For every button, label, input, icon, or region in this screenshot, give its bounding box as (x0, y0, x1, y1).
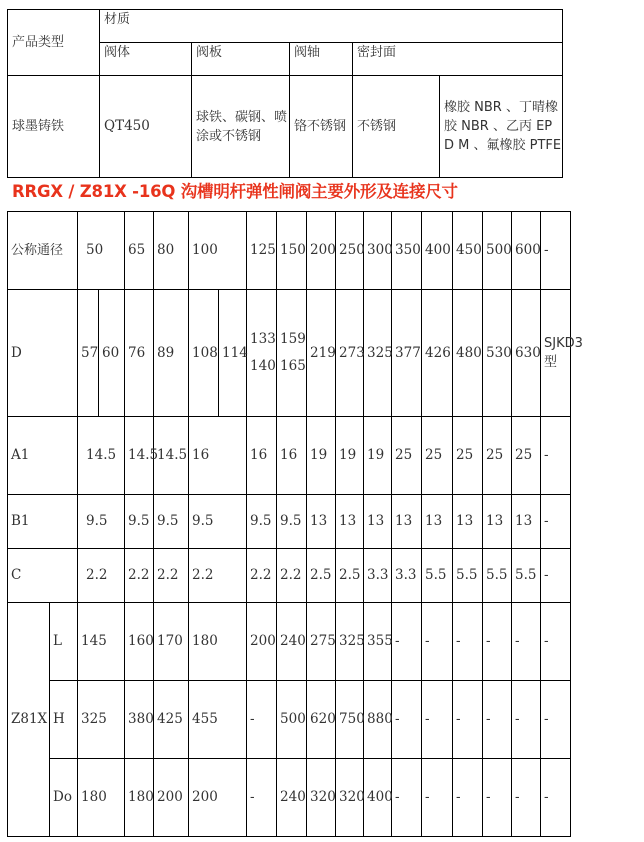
sub-row-label: L (50, 603, 78, 681)
row-value: - (541, 495, 571, 549)
row-value: 25 (392, 417, 422, 495)
materials-table (7, 9, 563, 178)
row-value: 16 (247, 417, 277, 495)
row-value: 2.2 (277, 549, 307, 603)
row-value: 5.5 (453, 549, 483, 603)
disc-material-value: 球铁、碳钢、喷涂或不锈钢 (192, 76, 290, 178)
sub-row-value: 170 (154, 603, 189, 681)
d-value: 108 (189, 290, 219, 417)
row-value: 14.5 (154, 417, 189, 495)
sub-row-value: - (247, 759, 277, 837)
row-value: 13 (483, 495, 512, 549)
d-value: 140 (250, 358, 276, 374)
nominal-value: 400 (422, 212, 453, 290)
nominal-value: 500 (483, 212, 512, 290)
sub-row-label: Do (50, 759, 78, 837)
d-value: 60 (99, 290, 125, 417)
row-value: - (541, 549, 571, 603)
row-value: 13 (307, 495, 336, 549)
sub-row-value: 320 (307, 759, 336, 837)
row-value: 25 (453, 417, 483, 495)
d-value: 133 (250, 331, 276, 347)
row-value: 2.5 (336, 549, 364, 603)
d-value: 530 (483, 290, 512, 417)
d-value: 165 (280, 358, 306, 374)
sub-row-value: 620 (307, 681, 336, 759)
sub-row-value: 880 (364, 681, 392, 759)
nominal-value: 250 (336, 212, 364, 290)
shaft-col-header: 阀轴 (290, 43, 353, 76)
d-note: SJKD3型 (541, 290, 571, 417)
sub-row-value: 200 (154, 759, 189, 837)
row-value: 5.5 (483, 549, 512, 603)
d-value-stack (277, 290, 307, 417)
row-value: 14.5 (78, 417, 125, 495)
row-value: 2.2 (189, 549, 247, 603)
row-value: 5.5 (512, 549, 541, 603)
row-value: 9.5 (277, 495, 307, 549)
sub-row-value: - (483, 603, 512, 681)
row-value: 9.5 (125, 495, 154, 549)
d-value: 480 (453, 290, 483, 417)
sub-row-value: - (247, 681, 277, 759)
row-value: 3.3 (364, 549, 392, 603)
row-value: 2.5 (307, 549, 336, 603)
sub-row-value: - (453, 681, 483, 759)
nominal-value: 450 (453, 212, 483, 290)
nominal-label: 公称通径 (8, 212, 78, 290)
row-label: C (8, 549, 78, 603)
sub-row-value: - (392, 603, 422, 681)
nominal-value: 600 (512, 212, 541, 290)
sub-row-value: - (392, 759, 422, 837)
d-value: 114 (219, 290, 247, 417)
nominal-value: 300 (364, 212, 392, 290)
row-value: 9.5 (78, 495, 125, 549)
sub-row-value: 240 (277, 603, 307, 681)
row-value: 2.2 (154, 549, 189, 603)
sub-row-value: 425 (154, 681, 189, 759)
material-header: 材质 (100, 10, 563, 43)
sub-row-value: 200 (189, 759, 247, 837)
d-value: 325 (364, 290, 392, 417)
sub-row-value: 275 (307, 603, 336, 681)
sub-row-value: - (512, 603, 541, 681)
sub-row-value: - (422, 681, 453, 759)
d-value: 159 (280, 331, 306, 347)
sub-row-value: 180 (125, 759, 154, 837)
row-value: 19 (364, 417, 392, 495)
row-value: 13 (422, 495, 453, 549)
nominal-value: 100 (189, 212, 247, 290)
disc-col-header: 阀板 (192, 43, 290, 76)
sub-row-value: 180 (189, 603, 247, 681)
d-value: 630 (512, 290, 541, 417)
page-title: RRGX / Z81X -16Q 沟槽明杆弹性闸阀主要外形及连接尺寸 (12, 182, 458, 201)
sub-row-value: 500 (277, 681, 307, 759)
product-type-header: 产品类型 (8, 10, 100, 76)
row-value: 2.2 (247, 549, 277, 603)
nominal-value: 65 (125, 212, 154, 290)
d-value: 426 (422, 290, 453, 417)
row-value: 2.2 (125, 549, 154, 603)
nominal-value: 50 (78, 212, 125, 290)
d-value: 273 (336, 290, 364, 417)
sub-row-value: - (453, 759, 483, 837)
sub-row-value: - (541, 759, 571, 837)
row-value: 13 (392, 495, 422, 549)
row-value: 19 (307, 417, 336, 495)
row-value: 25 (422, 417, 453, 495)
group-label: Z81X (8, 603, 50, 837)
sub-row-value: 240 (277, 759, 307, 837)
nominal-value: 350 (392, 212, 422, 290)
sub-row-value: 355 (364, 603, 392, 681)
sub-row-value: 325 (78, 681, 125, 759)
row-value: 13 (453, 495, 483, 549)
row-value: 25 (512, 417, 541, 495)
sub-row-value: - (483, 759, 512, 837)
sub-row-value: - (483, 681, 512, 759)
sub-row-value: 145 (78, 603, 125, 681)
product-type-value: 球墨铸铁 (8, 76, 100, 178)
shaft-material-value: 铬不锈钢 (290, 76, 353, 178)
sub-row-value: 750 (336, 681, 364, 759)
row-value: 9.5 (189, 495, 247, 549)
d-value-stack (247, 290, 277, 417)
d-value: 89 (154, 290, 189, 417)
d-value: 219 (307, 290, 336, 417)
sub-row-value: - (422, 759, 453, 837)
sub-row-value: - (422, 603, 453, 681)
row-value: 19 (336, 417, 364, 495)
row-value: 14.5 (125, 417, 154, 495)
sub-row-label: H (50, 681, 78, 759)
seat-col-header: 密封面 (353, 43, 563, 76)
nominal-value: 125 (247, 212, 277, 290)
nominal-value: 80 (154, 212, 189, 290)
row-value: 16 (277, 417, 307, 495)
sub-row-value: 400 (364, 759, 392, 837)
sub-row-value: 320 (336, 759, 364, 837)
row-value: 16 (189, 417, 247, 495)
row-value: 13 (512, 495, 541, 549)
d-value: 57 (78, 290, 99, 417)
sub-row-value: - (541, 681, 571, 759)
sub-row-value: - (453, 603, 483, 681)
row-value: 25 (483, 417, 512, 495)
row-value: - (541, 417, 571, 495)
row-value: 13 (336, 495, 364, 549)
d-label: D (8, 290, 78, 417)
d-value: 377 (392, 290, 422, 417)
row-value: 2.2 (78, 549, 125, 603)
row-value: 13 (364, 495, 392, 549)
row-value: 9.5 (247, 495, 277, 549)
sub-row-value: - (541, 603, 571, 681)
sub-row-value: 325 (336, 603, 364, 681)
sub-row-value: 160 (125, 603, 154, 681)
row-label: B1 (8, 495, 78, 549)
sub-row-value: 380 (125, 681, 154, 759)
sub-row-value: - (512, 759, 541, 837)
body-col-header: 阀体 (100, 43, 192, 76)
seal-material-value: 橡胶 NBR 、丁晴橡胶 NBR 、乙丙 EP D M 、氟橡胶 PTFE (440, 76, 563, 178)
nominal-value: 200 (307, 212, 336, 290)
row-value: 3.3 (392, 549, 422, 603)
nominal-value: - (541, 212, 571, 290)
body-material-value: QT450 (100, 76, 192, 178)
sub-row-value: 180 (78, 759, 125, 837)
row-value: 5.5 (422, 549, 453, 603)
row-label: A1 (8, 417, 78, 495)
sub-row-value: 455 (189, 681, 247, 759)
dimensions-table (7, 211, 620, 837)
row-value: 9.5 (154, 495, 189, 549)
sub-row-value: - (392, 681, 422, 759)
seat-material-value: 不锈钢 (353, 76, 440, 178)
nominal-value: 150 (277, 212, 307, 290)
sub-row-value: 200 (247, 603, 277, 681)
sub-row-value: - (512, 681, 541, 759)
d-value: 76 (125, 290, 154, 417)
